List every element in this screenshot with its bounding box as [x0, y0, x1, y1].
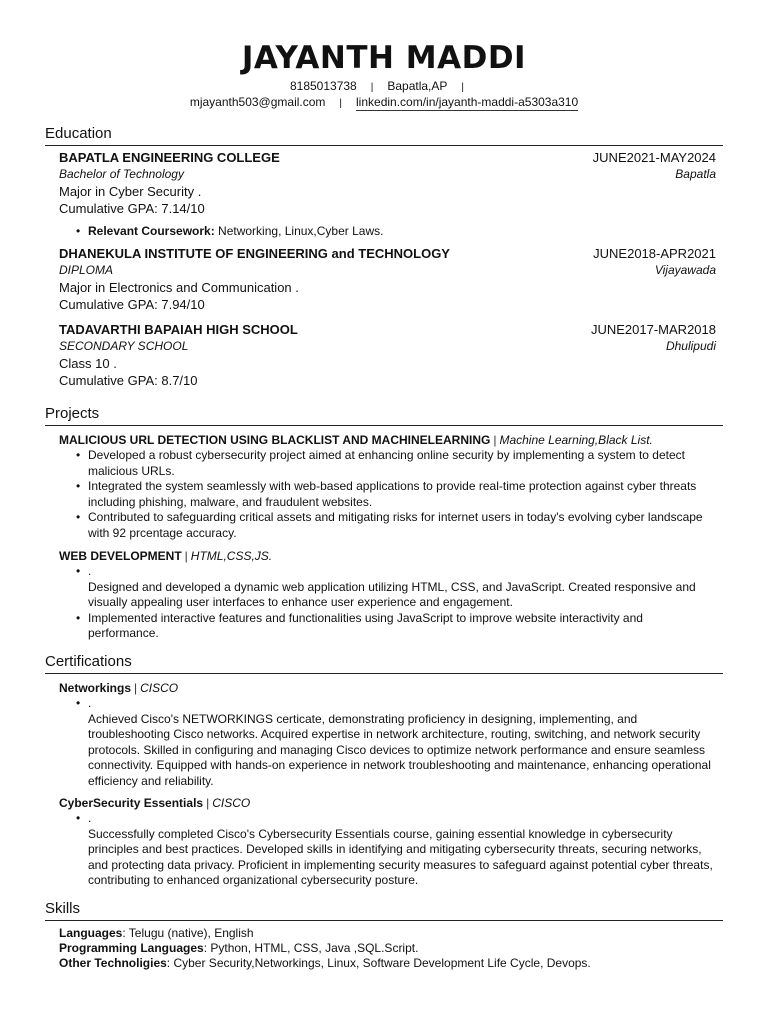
linkedin-link[interactable]: linkedin.com/in/jayanth-maddi-a5303a310: [356, 95, 579, 109]
certification-text: Achieved Cisco's NETWORKINGS certicate, demonstrating proficiency in designing, implementing, and troubleshooting Cisco networks. Acquired expertise in network architecture, routing, switching, and network security protocols. Skilled in configuring and managing Cisco devices to optimize network performance and ensure seamless connectivity. Equipped with hands-on experience in network troubleshooting and maintenance, enhancing operational efficiency and reliability.: [88, 711, 711, 788]
separator: |: [370, 82, 374, 93]
skill-row: [59, 926, 716, 941]
projects-heading: Projects: [45, 405, 723, 426]
coursework-list: [59, 224, 716, 240]
gpa: Cumulative GPA: 7.14/10: [59, 201, 205, 216]
skill-label: Languages: [59, 926, 123, 940]
gpa: Cumulative GPA: 8.7/10: [59, 373, 198, 388]
major: Major in Electronics and Communication .: [59, 280, 299, 295]
coursework-label: Relevant Coursework:: [88, 224, 215, 238]
project-bullets: [59, 564, 716, 580]
certification-name: CyberSecurity Essentials: [59, 796, 204, 810]
education-place: Bapatla: [675, 167, 716, 181]
education-entry: [59, 321, 716, 389]
certification-name: Networkings: [59, 681, 132, 695]
project-description: [59, 580, 716, 611]
phone-number: 8185013738: [289, 79, 357, 93]
degree: DIPLOMA: [59, 263, 114, 277]
list-item: • Contributed to safeguarding critical assets and mitigating risks for internet users in today's evolving cyber landscape with 92 prcentage accuracy.: [59, 510, 716, 541]
skill-value: : Cyber Security,Networkings, Linux, Software Development Life Cycle, Devops.: [166, 956, 591, 970]
list-item: • .: [59, 696, 716, 712]
separator: |: [134, 681, 138, 695]
skill-label: Other Technoligies: [59, 956, 167, 970]
certification-bullets: [59, 811, 716, 827]
major: Class 10 .: [59, 356, 117, 371]
education-dates: JUNE2018-APR2021: [593, 246, 716, 261]
skill-value: : Telugu (native), English: [122, 926, 254, 940]
certification-title: [59, 680, 716, 696]
project-bullets: [59, 448, 716, 541]
major: Major in Cyber Security .: [59, 184, 202, 199]
certification-entry: [59, 795, 716, 889]
separator: |: [339, 98, 343, 109]
list-item: [59, 224, 716, 240]
project-title: [59, 548, 716, 564]
list-item: • Implemented interactive features and functionalities using JavaScript to improve website interactivity and performance.: [59, 611, 716, 642]
education-dates: JUNE2021-MAY2024: [592, 150, 716, 165]
degree: Bachelor of Technology: [59, 167, 184, 181]
education-entry: [59, 149, 716, 240]
institution-name: BAPATLA ENGINEERING COLLEGE: [59, 150, 280, 165]
education-entry: [59, 245, 716, 313]
skills-heading: Skills: [45, 900, 723, 921]
education-place: Vijayawada: [654, 263, 716, 277]
project-name: MALICIOUS URL DETECTION USING BLACKLIST AND MACHINELEARNING: [59, 433, 491, 447]
contact-line-2: [0, 95, 768, 111]
certification-text: Successfully completed Cisco's Cybersecurity Essentials course, gaining essential knowledge in cybersecurity principles and best practices. Developed skills in identifying and mitigating cybersecurity threats, securing networks, and protecting data privacy. Proficient in implementing security measures to safeguard against potential cyber threats, contributing to enhanced organizational cybersecurity posture.: [88, 826, 713, 887]
list-item: • .: [59, 564, 716, 580]
project-title: [59, 432, 716, 448]
certification-issuer: CISCO: [212, 796, 251, 810]
institution-name: DHANEKULA INSTITUTE OF ENGINEERING and TECHNOLOGY: [59, 246, 450, 261]
project-entry: [59, 548, 716, 642]
certification-bullets: [59, 696, 716, 712]
degree: SECONDARY SCHOOL: [59, 339, 189, 353]
certification-issuer: CISCO: [140, 681, 179, 695]
separator: |: [184, 549, 188, 563]
list-item: • .: [59, 811, 716, 827]
education-heading: Education: [45, 125, 723, 146]
gpa: Cumulative GPA: 7.94/10: [59, 297, 205, 312]
email-address[interactable]: mjayanth503@gmail.com: [189, 95, 326, 109]
project-tech: Machine Learning,Black List.: [499, 433, 653, 447]
project-entry: [59, 432, 716, 541]
skill-row: [59, 956, 716, 971]
separator: |: [461, 82, 464, 93]
institution-name: TADAVARTHI BAPAIAH HIGH SCHOOL: [59, 322, 298, 337]
candidate-name: JAYANTH MADDI: [241, 40, 527, 76]
education-dates: JUNE2017-MAR2018: [590, 322, 716, 337]
certification-entry: [59, 680, 716, 789]
separator: |: [206, 796, 210, 810]
location: Bapatla,AP: [387, 79, 448, 93]
project-bullets: [59, 611, 716, 642]
certification-title: [59, 795, 716, 811]
skill-value: : Python, HTML, CSS, Java ,SQL.Script.: [203, 941, 419, 955]
project-tech: HTML,CSS,JS.: [190, 549, 273, 563]
education-place: Dhulipudi: [665, 339, 716, 353]
skill-label: Programming Languages: [59, 941, 204, 955]
coursework-text: Networking, Linux,Cyber Laws.: [218, 224, 384, 238]
project-name: WEB DEVELOPMENT: [59, 549, 182, 563]
list-item: • Developed a robust cybersecurity project aimed at enhancing online security by implementing a system to detect malicious URLs.: [59, 448, 716, 479]
skills-list: [59, 926, 716, 971]
paragraph: Designed and developed a dynamic web application utilizing HTML, CSS, and JavaScript. Created responsive and visually appealing user interfaces to enhance user experience and engagement.: [88, 579, 696, 609]
certifications-heading: Certifications: [45, 653, 723, 674]
separator: |: [493, 433, 497, 447]
skill-row: [59, 941, 716, 956]
list-item: • Integrated the system seamlessly with web-based applications to provide real-time protection against cyber threats including phishing, malware, and fraudulent websites.: [59, 479, 716, 510]
contact-line-1: [0, 79, 768, 95]
